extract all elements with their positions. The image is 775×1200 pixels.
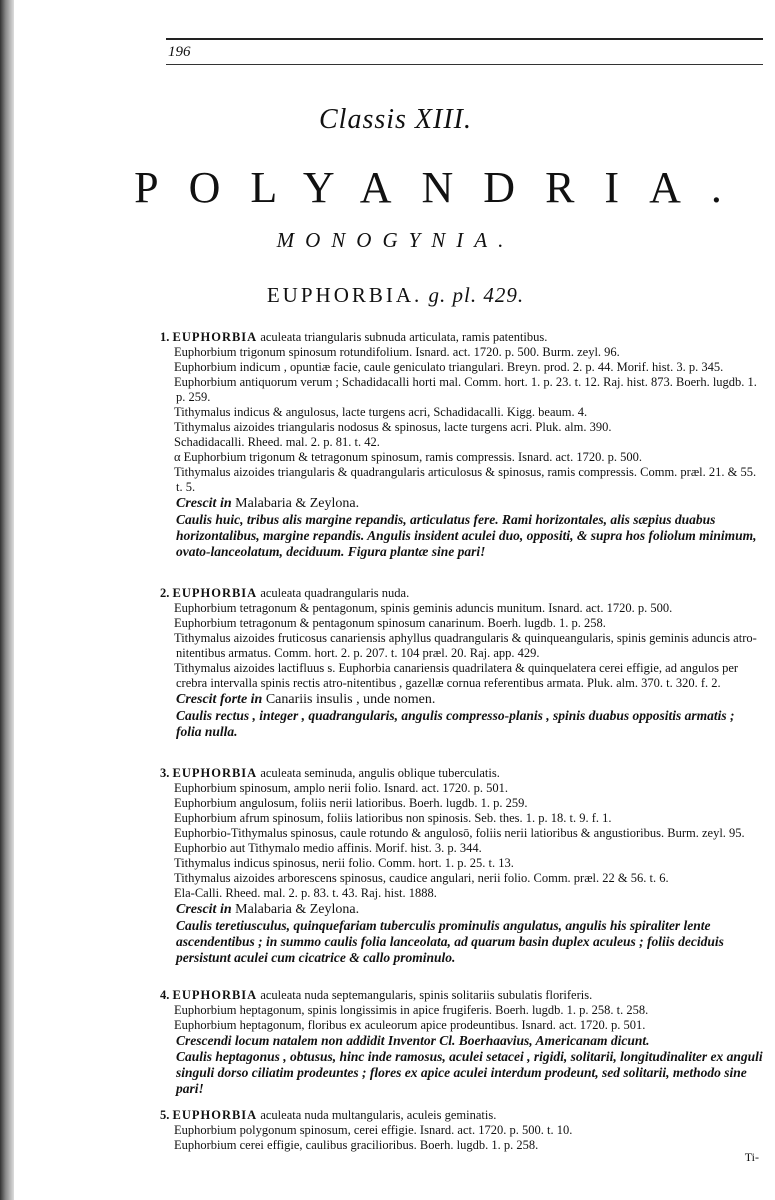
page-number: 196 — [168, 44, 191, 60]
species-header — [160, 988, 763, 1003]
synonym: Euphorbium tetragonum & pentagonum spinosum canarinum. Boerh. lugdb. 1. p. 258. — [174, 616, 606, 630]
synonym: Tithymalus aizoides triangularis & quadrangularis articulosus & spinosus, ramis compressis. Comm. præl. 21. & 55. t. 5. — [174, 465, 757, 494]
genus-heading — [28, 283, 763, 308]
page-edge-shadow — [0, 0, 14, 1200]
synonym: Euphorbium spinosum, amplo nerii folio. Isnard. act. 1720. p. 501. — [174, 781, 508, 795]
suborder-heading: MONOGYNIA. — [276, 228, 515, 252]
synonym: Schadidacalli. Rheed. mal. 2. p. 81. t. 42. — [174, 435, 380, 449]
observation: Caulis huic, tribus alis margine repandis, articulatus fere. Rami horizontales, alis sæpius duabus horizontalibus, margine repandis. Angulis insident aculei duo, oppositi, & supra hos foliolum minimum, ovato-lanceolatum, deciduum. Figura plantæ sine pari! — [176, 512, 757, 559]
habitat-place: Malabaria & Zeylona. — [235, 902, 360, 917]
synonym: Euphorbium trigonum spinosum rotundifolium. Isnard. act. 1720. p. 500. Burm. zeyl. 96. — [174, 345, 620, 359]
species-header — [160, 1108, 763, 1123]
species-number: 1. — [160, 330, 170, 344]
observation: Caulis rectus , integer , quadrangularis, angulis compresso-planis , spinis duabus oppositis armatis ; folia nulla. — [176, 708, 735, 739]
synonym: Euphorbium polygonum spinosum, cerei effigie. Isnard. act. 1720. p. 500. t. 10. — [174, 1123, 573, 1137]
order-heading: POLYANDRIA. — [134, 163, 752, 212]
catchword: Ti- — [744, 1150, 759, 1164]
synonym: Euphorbio aut Tithymalo medio affinis. Morif. hist. 3. p. 344. — [174, 841, 482, 855]
synonym: Euphorbio-Tithymalus spinosus, caule rotundo & angulosō, foliis nerii latioribus & angustioribus. Burm. zeyl. 95. — [174, 826, 745, 840]
habitat-note: Crescendi locum natalem non addidit Inventor Cl. Boerhaavius, Americanam dicunt. — [176, 1033, 650, 1048]
species-header — [160, 330, 763, 345]
species-name: EUPHORBIA — [172, 988, 258, 1002]
synonym: α Euphorbium trigonum & tetragonum spinosum, ramis compressis. Isnard. act. 1720. p. 500. — [174, 450, 642, 464]
header-rule-lower — [166, 64, 763, 65]
species-entry-4 — [160, 988, 763, 1097]
book-page — [28, 0, 763, 1200]
species-header — [160, 586, 763, 601]
species-diagnosis: aculeata nuda septemangularis, spinis solitariis subulatis floriferis. — [260, 988, 593, 1002]
synonym: Euphorbium indicum , opuntiæ facie, caule geniculato triangulari. Breyn. prod. 2. p. 44. Morif. hist. 3. p. 345. — [174, 360, 724, 374]
species-diagnosis: aculeata triangularis subnuda articulata, ramis patentibus. — [260, 330, 548, 344]
synonym: Tithymalus indicus spinosus, nerii folio. Comm. hort. 1. p. 25. t. 13. — [174, 856, 514, 870]
synonym: Euphorbium afrum spinosum, foliis latioribus non spinosis. Seb. thes. 1. p. 18. t. 9. f. 1. — [174, 811, 612, 825]
species-number: 2. — [160, 586, 170, 600]
synonym: Euphorbium antiquorum verum ; Schadidacalli horti mal. Comm. hort. 1. p. 23. t. 12. Raj. hist. 873. Boerh. lugdb. 1. p. 259. — [174, 375, 757, 404]
species-entry-5 — [160, 1108, 763, 1153]
habitat-line — [160, 495, 763, 512]
species-number: 5. — [160, 1108, 170, 1122]
species-number: 4. — [160, 988, 170, 1002]
synonym: Euphorbium tetragonum & pentagonum, spinis geminis aduncis munitum. Isnard. act. 1720. p. 500. — [174, 601, 673, 615]
species-entry-1 — [160, 330, 763, 560]
species-diagnosis: aculeata seminuda, angulis oblique tuberculatis. — [260, 766, 500, 780]
species-diagnosis: aculeata nuda multangularis, aculeis geminatis. — [260, 1108, 497, 1122]
species-name: EUPHORBIA — [172, 586, 258, 600]
habitat-lead: Crescit in — [176, 902, 232, 917]
species-name: EUPHORBIA — [172, 1108, 258, 1122]
species-header — [160, 766, 763, 781]
species-entry-3 — [160, 766, 763, 966]
genus-name: EUPHORBIA. — [266, 283, 423, 307]
genus-reference: g. pl. 429. — [428, 283, 525, 307]
synonym: Euphorbium heptagonum, floribus ex aculeorum apice prodeuntibus. Isnard. act. 1720. p. 501. — [174, 1018, 646, 1032]
class-heading: Classis XIII. — [319, 104, 472, 135]
habitat-line — [160, 901, 763, 918]
habitat-place: Malabaria & Zeylona. — [235, 496, 360, 511]
habitat-lead: Crescit in — [176, 496, 232, 511]
synonym: Tithymalus aizoides triangularis nodosus & spinosus, lacte turgens acri. Pluk. alm. 390. — [174, 420, 612, 434]
synonym: Euphorbium cerei effigie, caulibus gracilioribus. Boerh. lugdb. 1. p. 258. — [174, 1138, 539, 1152]
species-name: EUPHORBIA — [172, 766, 258, 780]
header-rule — [166, 38, 763, 40]
synonym: Euphorbium angulosum, foliis nerii latioribus. Boerh. lugdb. 1. p. 259. — [174, 796, 528, 810]
species-diagnosis: aculeata quadrangularis nuda. — [260, 586, 410, 600]
species-number: 3. — [160, 766, 170, 780]
synonym: Euphorbium heptagonum, spinis longissimis in apice frugiferis. Boerh. lugdb. 1. p. 258. t. 258. — [174, 1003, 649, 1017]
habitat-lead: Crescit forte in — [176, 692, 263, 707]
synonym: Tithymalus aizoides arborescens spinosus, caudice angulari, nerii folio. Comm. præl. 22 & 56. t. 6. — [174, 871, 669, 885]
synonym: Tithymalus aizoides fruticosus canariensis aphyllus quadrangularis & quinqueangularis, spinis geminis aduncis atro-nitentibus armatus. Comm. hort. 2. p. 207. t. 104 præl. 20. Raj. app. 429. — [174, 631, 757, 660]
observation: Caulis teretiusculus, quinquefariam tuberculis prominulis angulatus, angulis his spiraliter lente ascendentibus ; in summo caulis folia lanceolata, ad quarum basin duplex aculeus ; foliis deciduis persistunt aculei cum cicatrice & callo prominulo. — [176, 918, 724, 965]
habitat-place: Canariis insulis , unde nomen. — [265, 692, 436, 707]
species-name: EUPHORBIA — [172, 330, 258, 344]
synonym: Tithymalus indicus & angulosus, lacte turgens acri, Schadidacalli. Kigg. beaum. 4. — [174, 405, 588, 419]
species-entry-2 — [160, 586, 763, 740]
habitat-line — [160, 691, 763, 708]
synonym: Tithymalus aizoides lactifluus s. Euphorbia canariensis quadrilatera & quinquelatera cerei effigie, ad angulos per crebra intervalla spinis rectis atro-nitentibus , gazellæ cornua referentibus armata. Pluk. alm. 370. t. 320. f. 2. — [174, 661, 739, 690]
observation: Caulis heptagonus , obtusus, hinc inde ramosus, aculei setacei , rigidi, solitarii, longitudinaliter ex anguli singuli dorso ciliatim prodeuntes ; flores ex apice aculei interdum prodeunt, sed solitarii, methodo sine pari! — [176, 1049, 763, 1096]
synonym: Ela-Calli. Rheed. mal. 2. p. 83. t. 43. Raj. hist. 1888. — [174, 886, 437, 900]
